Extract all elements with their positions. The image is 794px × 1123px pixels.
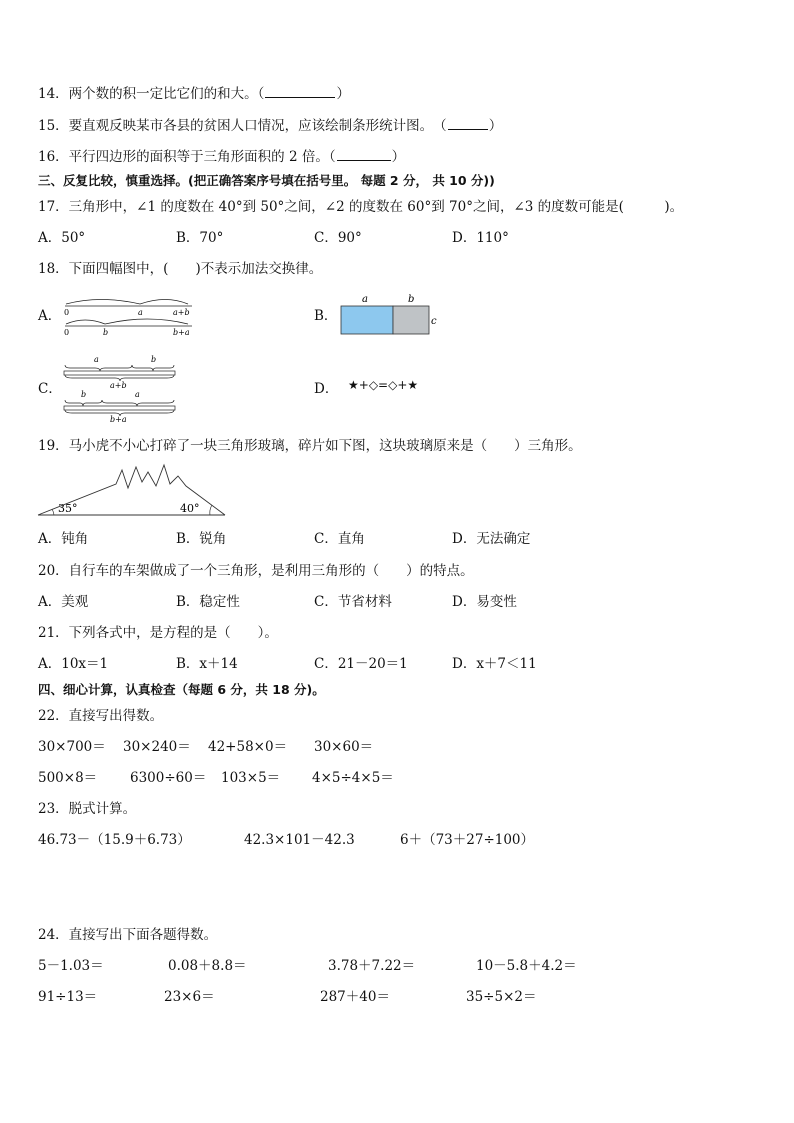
tick-label: 0 (64, 328, 70, 337)
calc-item: 3.78＋7.22＝ (328, 958, 416, 974)
calc-item: 0.08＋8.8＝ (168, 958, 247, 974)
calc-item: 500×8＝ (38, 770, 98, 786)
question-14: 14．两个数的积一定比它们的和大。（ ） (38, 83, 350, 103)
calc-item: 287＋40＝ (320, 989, 390, 1005)
q20-option-b[interactable]: B．稳定性 (176, 594, 240, 610)
calc-item: 30×700＝ (38, 739, 106, 755)
q18-option-b[interactable]: B． (314, 308, 338, 324)
answer-blank[interactable] (265, 83, 335, 98)
tick-label: a (138, 308, 143, 317)
q18-option-c[interactable]: C． (38, 381, 62, 397)
svg-text:a: a (362, 294, 368, 305)
svg-text:b: b (81, 390, 87, 399)
calc-item: 4×5÷4×5＝ (312, 770, 394, 786)
answer-blank[interactable] (337, 146, 391, 161)
calc-item: 10－5.8＋4.2＝ (476, 958, 577, 974)
q17-option-b[interactable]: B．70° (176, 230, 224, 246)
angle-label: 40° (180, 502, 200, 515)
svg-text:b+a: b+a (110, 415, 127, 422)
tick-label: 0 (64, 308, 70, 317)
calc-item: 6300÷60＝ (130, 770, 207, 786)
calc-item: 46.73－（15.9＋6.73） (38, 832, 191, 848)
broken-triangle-figure (36, 462, 228, 518)
q19-option-c[interactable]: C．直角 (314, 531, 365, 547)
calc-item: 42+58×0＝ (208, 739, 288, 755)
calc-item: 30×240＝ (123, 739, 191, 755)
calc-item: 42.3×101－42.3 (244, 832, 355, 848)
section-3-heading: 三、反复比较，慎重选择。(把正确答案序号填在括号里。 每题 2 分， 共 10 分)) (38, 173, 495, 188)
section-4-heading: 四、细心计算，认真检查（每题 6 分，共 18 分)。 (38, 682, 325, 697)
calc-item: 91÷13＝ (38, 989, 98, 1005)
svg-text:a: a (94, 355, 99, 364)
q21-option-c[interactable]: C．21－20＝1 (314, 656, 408, 672)
q21-option-d[interactable]: D．x＋7＜11 (452, 656, 537, 672)
question-20: 20．自行车的车架做成了一个三角形，是利用三角形的（ ）的特点。 (38, 563, 474, 579)
svg-text:a: a (135, 390, 140, 399)
question-21: 21．下列各式中，是方程的是（ ）。 (38, 625, 278, 641)
angle-label: 35° (58, 502, 78, 515)
question-22: 22．直接写出得数。 (38, 708, 164, 724)
svg-text:c: c (431, 316, 437, 327)
calc-item: 23×6＝ (164, 989, 215, 1005)
star-diamond-equation: ★+◇=◇+★ (348, 378, 419, 392)
tick-label: b (103, 328, 109, 337)
q18-option-d[interactable]: D． (314, 381, 339, 397)
calc-item: 6＋（73＋27÷100） (400, 832, 535, 848)
q19-option-a[interactable]: A．钝角 (38, 531, 89, 547)
q21-option-a[interactable]: A．10x＝1 (38, 656, 109, 672)
number-line-figure (60, 294, 200, 342)
q18-option-a[interactable]: A． (38, 308, 62, 324)
tick-label: b+a (173, 328, 190, 337)
calc-item: 103×5＝ (221, 770, 281, 786)
calc-item: 30×60＝ (314, 739, 374, 755)
q21-option-b[interactable]: B．x＋14 (176, 656, 238, 672)
q20-option-a[interactable]: A．美观 (38, 594, 89, 610)
rectangle-figure (338, 292, 448, 338)
question-17: 17．三角形中，∠1 的度数在 40°到 50°之间，∠2 的度数在 60°到 70°之间，∠3 的度数可能是( )。 (38, 199, 684, 215)
question-18: 18．下面四幅图中，( )不表示加法交换律。 (38, 261, 323, 277)
question-15: 15．要直观反映某市各县的贫困人口情况，应该绘制条形统计图。 （ ） (38, 115, 502, 135)
question-23: 23．脱式计算。 (38, 801, 137, 817)
q20-option-c[interactable]: C．节省材料 (314, 594, 392, 610)
tick-label: a+b (173, 308, 190, 317)
q19-option-d[interactable]: D．无法确定 (452, 531, 531, 547)
question-19: 19．马小虎不小心打碎了一块三角形玻璃，碎片如下图，这块玻璃原来是（ ）三角形。 (38, 438, 582, 454)
q19-option-b[interactable]: B．锐角 (176, 531, 227, 547)
calc-item: 35÷5×2＝ (466, 989, 537, 1005)
q20-option-d[interactable]: D．易变性 (452, 594, 517, 610)
svg-text:b: b (151, 355, 157, 364)
bar-figure (60, 352, 180, 422)
calc-item: 5－1.03＝ (38, 958, 104, 974)
question-16: 16．平行四边形的面积等于三角形面积的 2 倍。（ ） (38, 146, 405, 166)
answer-blank[interactable] (448, 115, 488, 130)
q17-option-c[interactable]: C．90° (314, 230, 362, 246)
svg-text:b: b (408, 294, 415, 305)
q17-option-d[interactable]: D．110° (452, 230, 509, 246)
svg-text:a+b: a+b (110, 381, 127, 390)
question-24: 24．直接写出下面各题得数。 (38, 927, 218, 943)
q17-option-a[interactable]: A．50° (38, 230, 86, 246)
